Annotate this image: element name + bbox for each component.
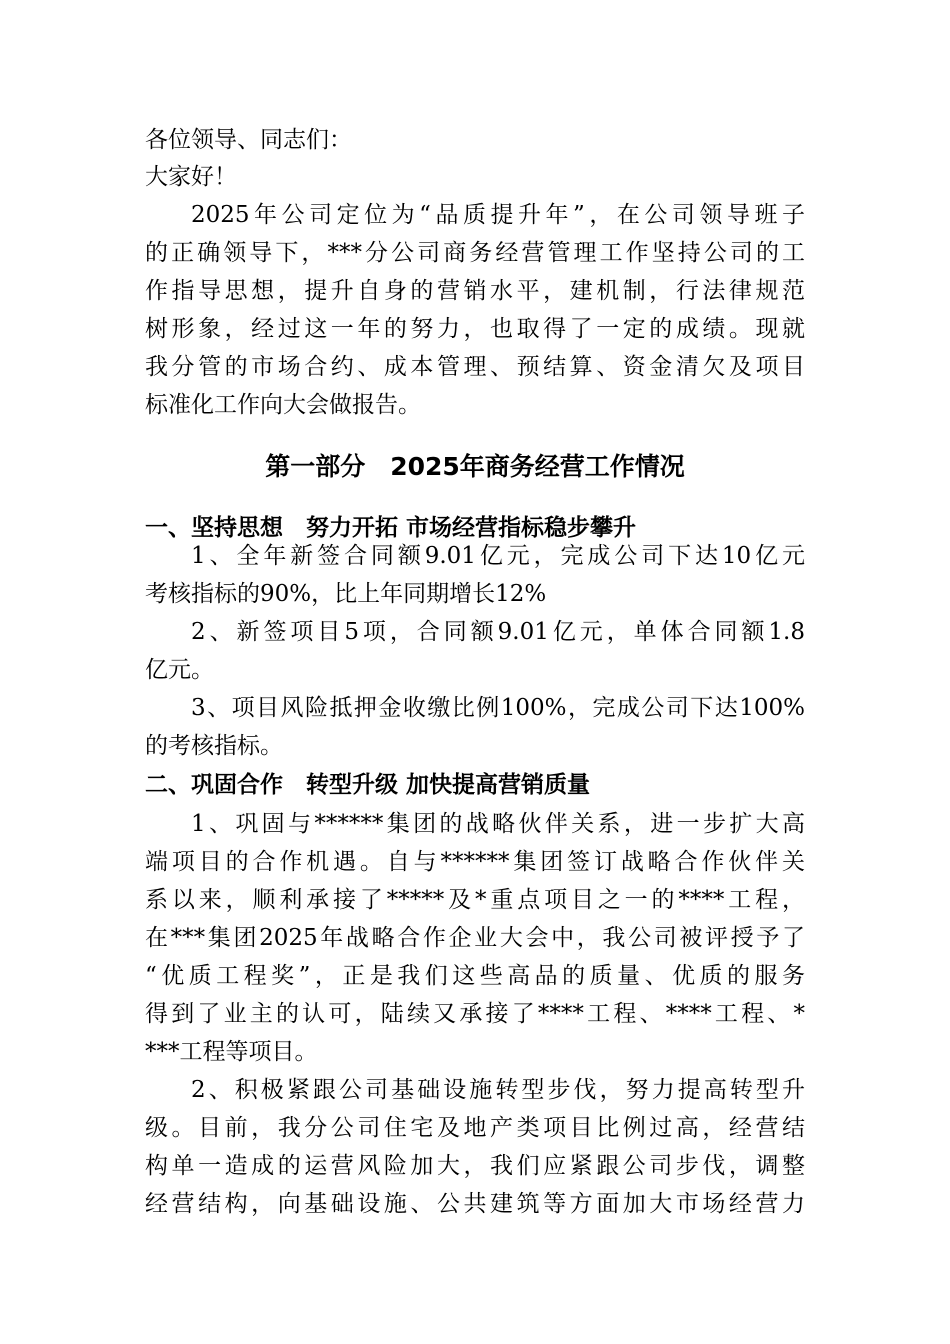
paragraph-line: 2、新签项目5项，合同额9.01亿元，单体合同额1.8 xyxy=(191,619,805,645)
paragraph-line: 2、积极紧跟公司基础设施转型步伐，努力提高转型升 xyxy=(191,1077,805,1103)
paragraph-line: 端项目的合作机遇。自与******集团签订战略合作伙伴关 xyxy=(145,849,805,875)
intro-line: 我分管的市场合约、成本管理、预结算、资金清欠及项目 xyxy=(145,354,805,380)
paragraph-line: 3、项目风险抵押金收缴比例100%，完成公司下达100% xyxy=(191,695,805,721)
paragraph-line: ***工程等项目。 xyxy=(145,1039,318,1065)
intro-line: 2025年公司定位为“品质提升年”，在公司领导班子 xyxy=(191,202,805,228)
section-title: 二、巩固合作 转型升级 加快提高营销质量 xyxy=(145,772,591,798)
intro-line: 的正确领导下，***分公司商务经营管理工作坚持公司的工 xyxy=(145,240,805,266)
paragraph-line: 在***集团2025年战略合作企业大会中，我公司被评授予了 xyxy=(145,925,805,951)
section-title: 一、坚持思想 努力开拓 市场经营指标稳步攀升 xyxy=(145,515,637,541)
paragraph-line: 1、巩固与******集团的战略伙伴关系，进一步扩大高 xyxy=(191,811,805,837)
intro-line: 树形象，经过这一年的努力，也取得了一定的成绩。现就 xyxy=(145,316,805,342)
paragraph-line: 系以来，顺利承接了*****及*重点项目之一的****工程， xyxy=(145,887,806,913)
paragraph-line: 级。目前，我分公司住宅及地产类项目比例过高，经营结 xyxy=(145,1115,805,1141)
salutation-line: 各位领导、同志们： xyxy=(145,127,352,153)
intro-line: 标准化工作向大会做报告。 xyxy=(145,392,421,418)
paragraph-line: 构单一造成的运营风险加大，我们应紧跟公司步伐，调整 xyxy=(145,1153,805,1179)
paragraph-line: 得到了业主的认可，陆续又承接了****工程、****工程、* xyxy=(145,1001,805,1027)
paragraph-line: 1、全年新签合同额9.01亿元，完成公司下达10亿元 xyxy=(191,543,805,569)
paragraph-line: 考核指标的90%，比上年同期增长12% xyxy=(145,581,547,607)
intro-line: 作指导思想，提升自身的营销水平，建机制，行法律规范 xyxy=(145,278,805,304)
paragraph-line: “优质工程奖”，正是我们这些高品的质量、优质的服务 xyxy=(145,963,805,989)
paragraph-line: 亿元。 xyxy=(145,657,214,683)
paragraph-line: 经营结构，向基础设施、公共建筑等方面加大市场经营力 xyxy=(145,1191,805,1217)
paragraph-line: 的考核指标。 xyxy=(145,733,283,759)
part-title: 第一部分 2025年商务经营工作情况 xyxy=(265,452,685,481)
hello-line: 大家好！ xyxy=(145,164,237,190)
